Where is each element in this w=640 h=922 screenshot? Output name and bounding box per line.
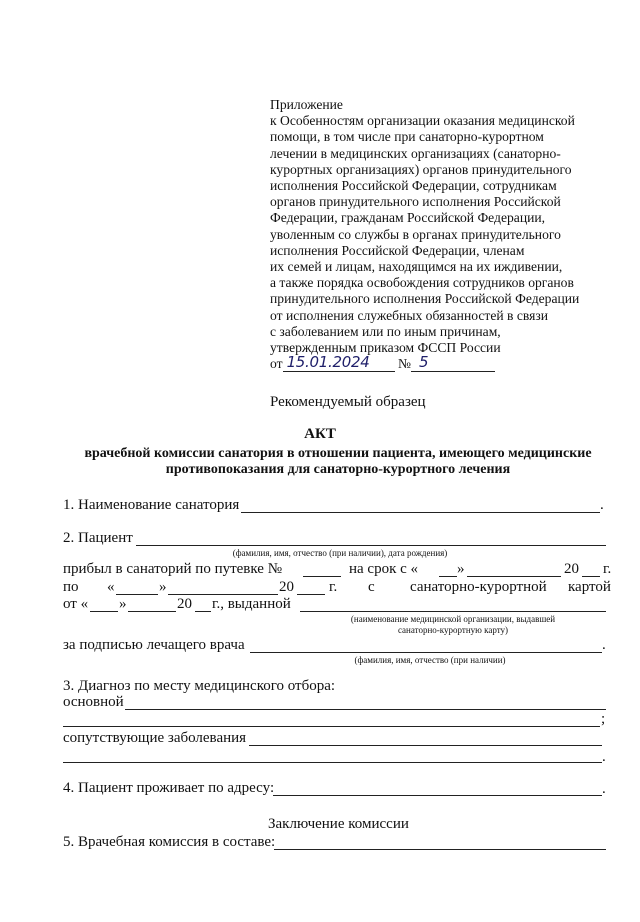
concomitant-line[interactable] bbox=[249, 745, 602, 746]
diagnosis-heading: 3. Диагноз по месту медицинского отбора: bbox=[63, 678, 336, 694]
number-prefix: № bbox=[397, 356, 411, 372]
appendix-line: к Особенностям организации оказания медицинской bbox=[270, 113, 575, 129]
appendix-line: органов принудительного исполнения Российской bbox=[270, 194, 561, 210]
year-suffix: г. bbox=[603, 561, 612, 577]
sample-label: Рекомендуемый образец bbox=[270, 394, 426, 410]
issued-from-label: от « bbox=[63, 596, 89, 612]
issued-month-line[interactable] bbox=[128, 611, 176, 612]
commission-line[interactable] bbox=[274, 849, 606, 850]
to-label: по bbox=[63, 579, 79, 595]
appendix-line: уволенным со службы в органах принудительного bbox=[270, 226, 561, 242]
issued-day-line[interactable] bbox=[90, 611, 118, 612]
with-label: с bbox=[368, 579, 375, 595]
handwritten-number: 5 bbox=[418, 353, 429, 372]
to-month-line[interactable] bbox=[168, 594, 278, 595]
appendix-line: а также порядка освобождения сотрудников органов bbox=[270, 275, 574, 291]
main-diagnosis-line[interactable] bbox=[125, 709, 606, 710]
field-patient-label: 2. Пациент bbox=[63, 530, 133, 546]
field-sanatorium-label: 1. Наименование санатория bbox=[63, 497, 240, 513]
issued-by-caption-2: санаторно-курортную карту) bbox=[397, 625, 509, 635]
quote-close: » bbox=[457, 561, 465, 577]
patient-line[interactable] bbox=[136, 545, 606, 546]
appendix-line: помощи, в том числе при санаторно-курортном bbox=[270, 129, 544, 145]
issued-by-caption-1: (наименование медицинской организации, выдавшей bbox=[350, 614, 556, 624]
issued-year-line[interactable] bbox=[195, 611, 211, 612]
appendix-line: исполнения Российской Федерации, членам bbox=[270, 242, 525, 258]
attending-doctor-caption: (фамилия, имя, отчество (при наличии) bbox=[354, 655, 506, 665]
number-underline bbox=[411, 353, 495, 372]
to-day-line[interactable] bbox=[116, 594, 158, 595]
doc-subtitle-line-1: врачебной комиссии санатория в отношении пациента, имеющего медицинские bbox=[84, 446, 592, 461]
appendix-line: их семей и лицам, находящимся на их иждивении, bbox=[270, 259, 563, 275]
patient-caption: (фамилия, имя, отчество (при наличии), дата рождения) bbox=[232, 548, 448, 558]
semicolon: ; bbox=[601, 711, 606, 727]
quote-open: « bbox=[107, 579, 115, 595]
conclusion-heading: Заключение комиссии bbox=[268, 816, 409, 832]
year-prefix: 20 bbox=[564, 561, 579, 577]
card-label: картой bbox=[568, 579, 611, 595]
sanatorium-name-line[interactable] bbox=[241, 512, 600, 513]
issued-by-line[interactable] bbox=[300, 611, 606, 612]
address-line[interactable] bbox=[273, 795, 602, 796]
from-month-line[interactable] bbox=[467, 576, 561, 577]
commission-label: 5. Врачебная комиссия в составе: bbox=[63, 834, 276, 850]
period: . bbox=[602, 781, 606, 797]
appendix-line: принудительного исполнения Российской Федерации bbox=[270, 291, 580, 307]
year-prefix: 20 bbox=[177, 596, 192, 612]
issued-by-label: г., выданной bbox=[212, 596, 291, 612]
appendix-line: курортных организациях) органов принудительного bbox=[270, 161, 572, 177]
concomitant-label: сопутствующие заболевания bbox=[63, 730, 247, 746]
date-prefix: от bbox=[270, 356, 283, 372]
doc-title: АКТ bbox=[304, 426, 336, 442]
appendix-line: утвержденным приказом ФССП России bbox=[270, 340, 501, 356]
term-from-label: на срок с « bbox=[349, 561, 419, 577]
attending-doctor-label: за подписью лечащего врача bbox=[63, 637, 245, 653]
voucher-number-line[interactable] bbox=[303, 576, 341, 577]
appendix-block bbox=[270, 97, 610, 372]
card-type-label: санаторно-курортной bbox=[410, 579, 547, 595]
appendix-line: с заболеванием или по иным причинам, bbox=[270, 323, 501, 339]
from-year-line[interactable] bbox=[582, 576, 600, 577]
appendix-title: Приложение bbox=[270, 97, 343, 112]
address-label: 4. Пациент проживает по адресу: bbox=[63, 780, 275, 796]
handwritten-date: 15.01.2024 bbox=[286, 353, 370, 372]
appendix-line: исполнения Российской Федерации, сотрудникам bbox=[270, 178, 557, 194]
from-day-line[interactable] bbox=[439, 576, 457, 577]
doc-subtitle-line-2: противопоказания для санаторно-курортного лечения bbox=[165, 462, 511, 477]
period: . bbox=[600, 497, 604, 513]
quote-close: » bbox=[119, 596, 127, 612]
period: . bbox=[602, 749, 606, 765]
year-prefix: 20 bbox=[279, 579, 294, 595]
date-underline bbox=[283, 353, 395, 372]
quote-close: » bbox=[159, 579, 167, 595]
year-suffix: г. bbox=[329, 579, 338, 595]
main-diagnosis-line-2[interactable] bbox=[63, 726, 600, 727]
appendix-line: лечении в медицинских организациях (санаторно- bbox=[270, 145, 561, 161]
period: . bbox=[602, 637, 606, 653]
appendix-line: Федерации, гражданам Российской Федерации, bbox=[270, 210, 546, 226]
concomitant-line-2[interactable] bbox=[63, 762, 602, 763]
order-date-number bbox=[270, 353, 610, 372]
to-year-line[interactable] bbox=[297, 594, 325, 595]
attending-doctor-line[interactable] bbox=[250, 652, 602, 653]
appendix-line: от исполнения служебных обязанностей в связи bbox=[270, 307, 549, 323]
main-diagnosis-label: основной bbox=[63, 694, 124, 710]
arrived-label: прибыл в санаторий по путевке № bbox=[63, 561, 283, 577]
